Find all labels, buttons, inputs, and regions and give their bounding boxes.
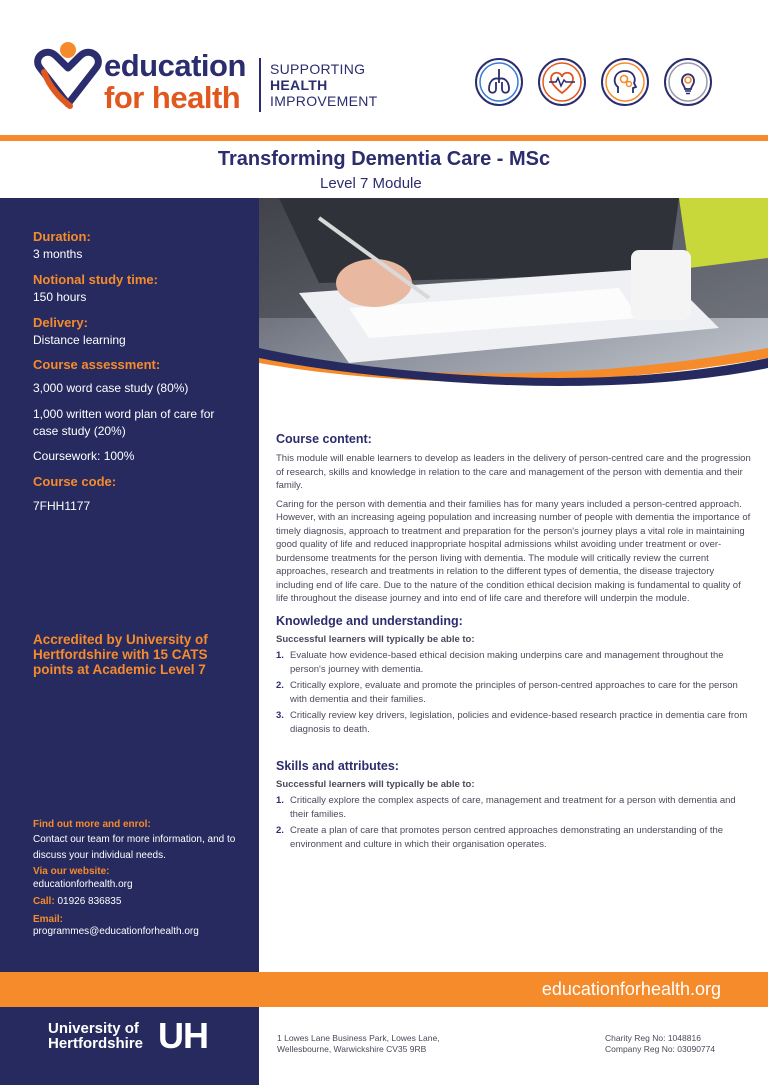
enrol-heading: Find out more and enrol: (33, 819, 151, 830)
course-intro-paragraph: This module will enable learners to develop as leaders in the delivery of person-centred care and the progression of research, skills and knowledge in relation to the care and management of the person with dementia and their family. (276, 453, 751, 491)
tagline-line3: IMPROVEMENT (270, 93, 378, 109)
study-time-label: Notional study time: (33, 272, 158, 287)
tagline-line1: SUPPORTING (270, 61, 366, 77)
skills-heading: Skills and attributes: (276, 758, 399, 773)
lightbulb-gear-icon (663, 57, 713, 107)
course-details-sidebar (0, 198, 259, 972)
charity-reg: Charity Reg No: 1048816 (605, 1033, 701, 1043)
list-number: 2. (276, 679, 284, 691)
list-number: 1. (276, 794, 284, 806)
address-line1: 1 Lowes Lane Business Park, Lowes Lane, (277, 1033, 440, 1043)
duration-label: Duration: (33, 229, 91, 244)
course-detail-paragraph: Caring for the person with dementia and their families has for many years included a person-centred approach. However, with an increasing ageing population and increasing number of people with dementia the importance of timely diagnosis, approach to treatment and preparation for the person's journey plays a vital role in maintaining good quality of life and reduced inappropriate hospital admissions whilst avoiding under treatment or over-burdensome treatments for the person living with dementia. The module will critically review the current approaches, research and treatments in relation to the different types of dementia, the disease trajectory including end of life care. Due to the nature of the condition ethical decision making is fundamental to quality of life throughout the disease journey and into end of life care and therefore will underpin the module. (276, 498, 751, 604)
accreditation-note: Accredited by University of Hertfordshire with 15 CATS points at Academic Level 7 (33, 632, 208, 677)
course-level: Level 7 Module (320, 175, 422, 192)
course-content-heading: Course content: (276, 432, 372, 446)
email-label: Email: (33, 914, 64, 925)
university-name (48, 1021, 143, 1051)
uh-logo-mark: UH (158, 1015, 208, 1056)
head-gears-icon (600, 57, 650, 107)
heart-pulse-icon (537, 57, 587, 107)
registration-numbers (605, 1033, 715, 1055)
skills-lead: Successful learners will typically be able to: (276, 778, 475, 790)
study-time-value: 150 hours (33, 290, 87, 304)
header-accent-band (0, 135, 768, 141)
knowledge-item (276, 649, 752, 677)
skills-item (276, 794, 752, 822)
university-name-line2: Hertfordshire (48, 1035, 144, 1052)
assessment-item-3: Coursework: 100% (33, 449, 135, 463)
knowledge-item (276, 679, 752, 707)
website-label: Via our website: (33, 866, 110, 877)
list-text: Create a plan of care that promotes person centred approaches demonstrating an understanding of the environment and culture in which their organisation operates. (290, 824, 724, 850)
address-line2: Wellesbourne, Warwickshire CV35 9RB (277, 1044, 427, 1054)
knowledge-item (276, 709, 752, 737)
phone-line (33, 894, 248, 910)
list-number: 1. (276, 649, 284, 661)
course-code-label: Course code: (33, 474, 117, 489)
list-text: Critically explore, evaluate and promote the principles of person-centred approaches to care for the person with dementia and their families. (290, 679, 738, 705)
knowledge-lead: Successful learners will typically be able to: (276, 633, 475, 645)
knowledge-heading: Knowledge and understanding: (276, 613, 463, 628)
list-number: 2. (276, 824, 284, 836)
course-code-value: 7FHH1177 (33, 499, 91, 513)
list-text: Evaluate how evidence-based ethical decision making underpins care and management throughout the person's journey with dementia. (290, 649, 724, 675)
phone-number[interactable]: 01926 836835 (57, 896, 122, 907)
delivery-value: Distance learning (33, 333, 126, 347)
assessment-item-2: 1,000 written word plan of care for case study (20%) (33, 407, 215, 438)
skills-item (276, 824, 752, 852)
delivery-label: Delivery: (33, 315, 88, 330)
company-reg: Company Reg No: 03090774 (605, 1044, 716, 1054)
course-title: Transforming Dementia Care - MSc (217, 148, 551, 170)
duration-value: 3 months (33, 247, 83, 261)
enrol-text: Contact our team for more information, and to discuss your individual needs. (33, 834, 236, 861)
tagline-line2: HEALTH (270, 77, 328, 93)
website-link[interactable]: educationforhealth.org (33, 879, 133, 890)
assessment-label: Course assessment: (33, 357, 161, 372)
list-text: Critically explore the complex aspects of care, management and treatment for a person with dementia and their families. (290, 794, 736, 820)
phone-label: Call: (33, 896, 55, 907)
assessment-item-1: 3,000 word case study (80%) (33, 381, 189, 395)
brand-name-line2: for health (104, 80, 241, 115)
email-link[interactable]: programmes@educationforhealth.org (33, 926, 199, 937)
heart-logo-icon (30, 38, 106, 114)
brand-name-line1: education (104, 48, 246, 83)
university-name-line1: University of (48, 1020, 139, 1037)
brand-tagline (270, 61, 378, 109)
logo-divider (259, 58, 261, 112)
page-header (0, 0, 768, 136)
postal-address (277, 1033, 440, 1055)
footer-website-link[interactable]: educationforhealth.org (541, 979, 721, 999)
lungs-icon (474, 57, 524, 107)
course-content (276, 432, 752, 854)
list-text: Critically review key drivers, legislation, policies and evidence-based research practice in dementia care from diagnosis to death. (290, 709, 748, 735)
hero-photo (259, 198, 768, 398)
list-number: 3. (276, 709, 284, 721)
